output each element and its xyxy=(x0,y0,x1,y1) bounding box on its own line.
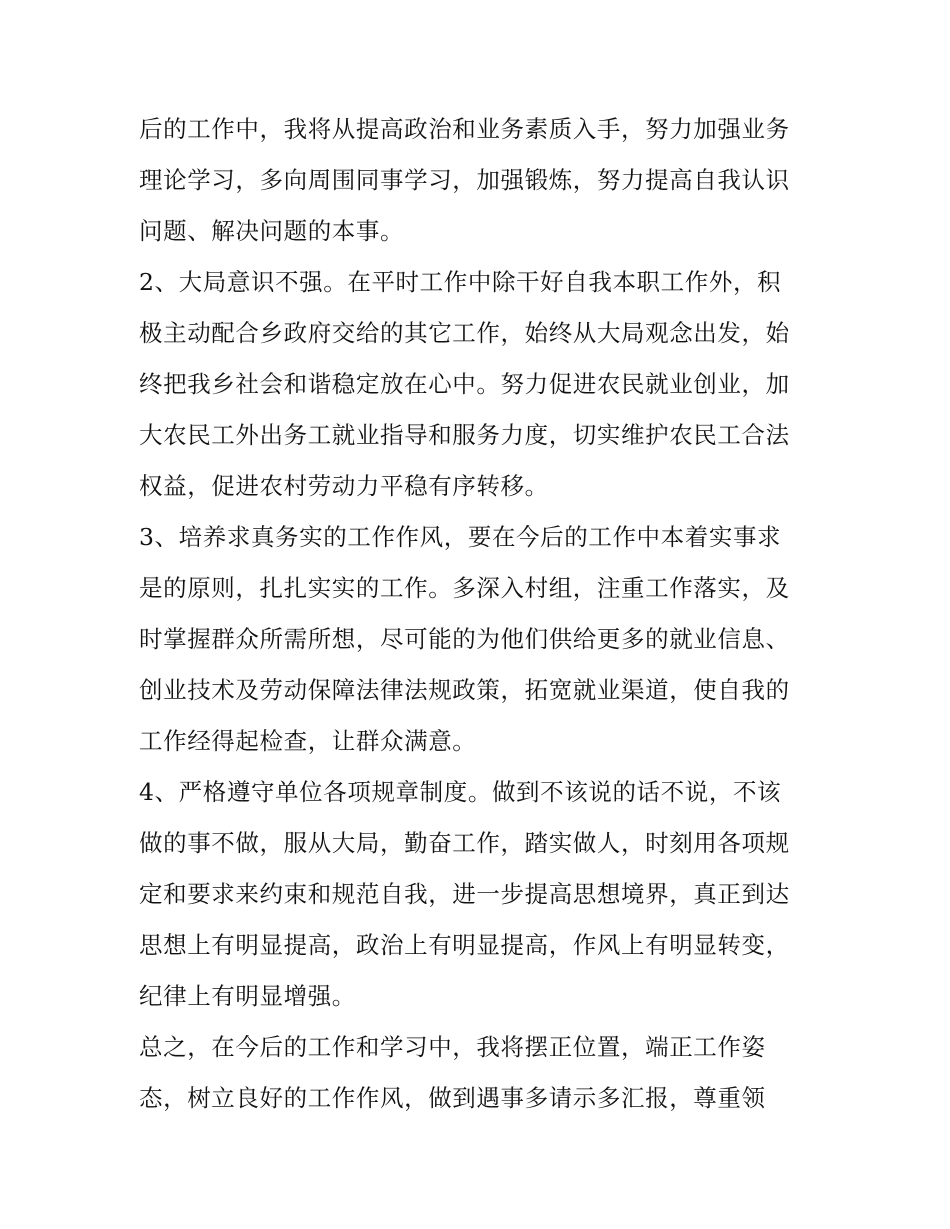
text-line: 4、严格遵守单位各项规章制度。做到不该说的话不说，不该 xyxy=(139,778,782,806)
text-line: 理论学习，多向周围同事学习，加强锻炼，努力提高自我认识 xyxy=(139,166,790,194)
text-line: 是的原则，扎扎实实的工作。多深入村组，注重工作落实，及 xyxy=(139,574,790,602)
text-line: 3、培养求真务实的工作作风，要在今后的工作中本着实事求 xyxy=(139,523,782,551)
text-line: 时掌握群众所需所想，尽可能的为他们供给更多的就业信息、 xyxy=(139,625,790,653)
text-line: 思想上有明显提高，政治上有明显提高，作风上有明显转变， xyxy=(139,931,790,959)
text-line: 后的工作中，我将从提高政治和业务素质入手，努力加强业务 xyxy=(139,115,790,143)
text-line: 问题、解决问题的本事。 xyxy=(139,217,405,245)
text-line: 创业技术及劳动保障法律法规政策，拓宽就业渠道，使自我的 xyxy=(139,676,790,704)
text-line: 纪律上有明显增强。 xyxy=(139,982,356,1010)
text-line: 终把我乡社会和谐稳定放在心中。努力促进农民就业创业，加 xyxy=(139,370,790,398)
text-line: 2、大局意识不强。在平时工作中除干好自我本职工作外，积 xyxy=(139,268,782,296)
text-line: 权益，促进农村劳动力平稳有序转移。 xyxy=(139,472,549,500)
text-line: 大农民工外出务工就业指导和服务力度，切实维护农民工合法 xyxy=(139,421,790,449)
text-line: 工作经得起检查，让群众满意。 xyxy=(139,727,477,755)
text-line: 总之，在今后的工作和学习中，我将摆正位置，端正工作姿 xyxy=(139,1033,766,1061)
text-line: 态，树立良好的工作作风，做到遇事多请示多汇报，尊重领 xyxy=(139,1084,766,1112)
text-line: 做的事不做，服从大局，勤奋工作，踏实做人，时刻用各项规 xyxy=(139,829,790,857)
text-line: 极主动配合乡政府交给的其它工作，始终从大局观念出发，始 xyxy=(139,319,790,347)
text-line: 定和要求来约束和规范自我，进一步提高思想境界，真正到达 xyxy=(139,880,790,908)
document-body xyxy=(139,104,819,1124)
